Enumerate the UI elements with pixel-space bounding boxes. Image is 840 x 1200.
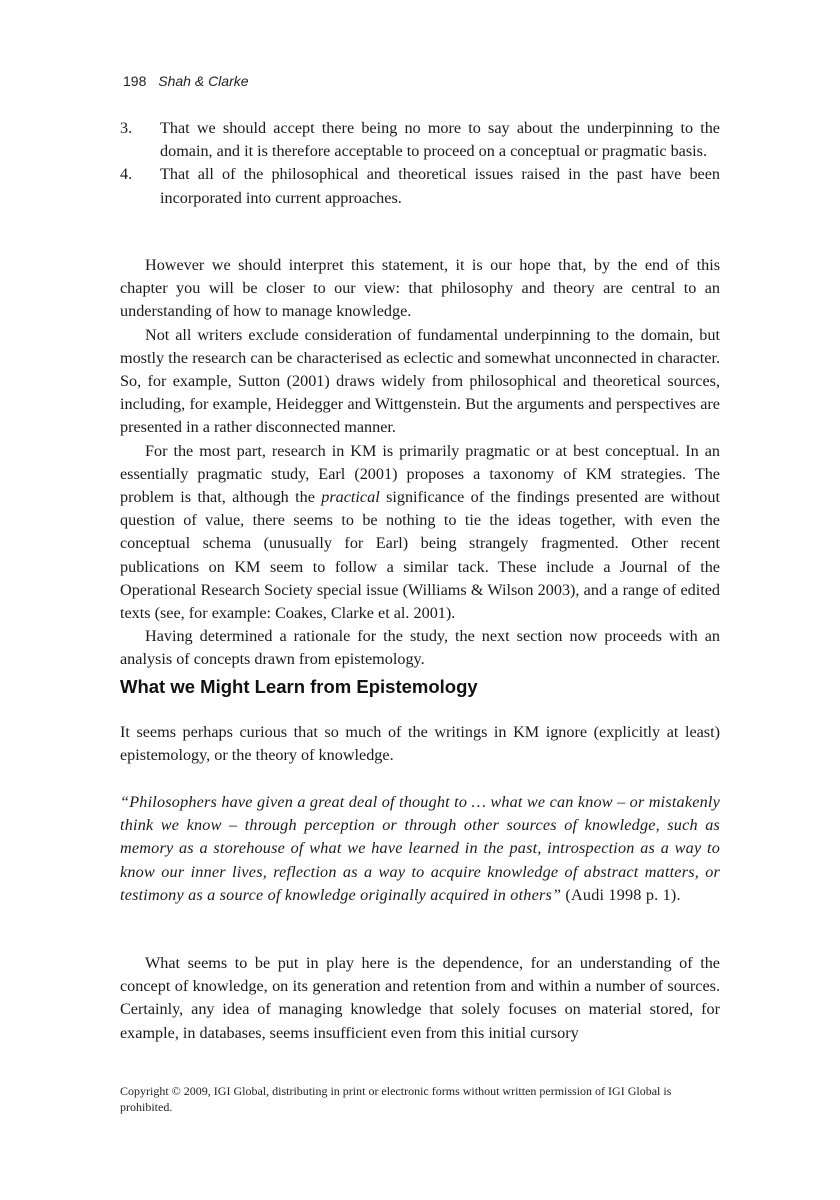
paragraph: [120, 440, 720, 626]
paragraph: What seems to be put in play here is the dependence, for an understanding of the concept of knowledge, on its generation and retention from and within a number of sources. Certainly, any idea of managing knowledge that solely focuses on material stored, for example, in databases, seems insufficient even from this initial cursory: [120, 954, 720, 1042]
list-text: That all of the philosophical and theoretical issues raised in the past have been incorporated into current approaches.: [160, 165, 720, 207]
paragraph: Having determined a rationale for the study, the next section now proceeds with an analysis of concepts drawn from epistemology.: [120, 627, 720, 669]
list-text: That we should accept there being no more to say about the underpinning to the domain, and it is therefore acceptable to proceed on a conceptual or pragmatic basis.: [160, 119, 720, 161]
emphasis-practical: practical: [321, 488, 380, 507]
list-item: [120, 117, 720, 163]
paragraph: However we should interpret this statement, it is our hope that, by the end of this chapter you will be closer to our view: that philosophy and theory are central to an understanding of how to manage knowledge.: [120, 256, 720, 321]
running-head-authors: Shah & Clarke: [158, 73, 249, 89]
body-text-continued: [120, 952, 720, 1045]
list-number: 3.: [120, 119, 133, 137]
copyright-footer: Copyright © 2009, IGI Global, distributing in print or electronic forms without written permission of IGI Global is prohibited.: [120, 1084, 672, 1114]
block-quote: [120, 791, 720, 907]
list-item: [120, 163, 720, 209]
quote-citation: (Audi 1998 p. 1).: [561, 885, 681, 904]
quote-text: “Philosophers have given a great deal of thought to … what we can know – or mistakenly think we know – through perception or through other sources of knowledge, such as memory as a storehouse of what we have learned in the past, introspection as a way to know our inner lives, reflection as a way to acquire knowledge of abstract matters, or testimony as a source of knowledge originally acquired in others”: [120, 793, 720, 904]
section-heading: What we Might Learn from Epistemology: [120, 676, 478, 697]
section-intro: [120, 721, 720, 767]
page-number: 198: [123, 73, 147, 89]
body-text: [120, 254, 720, 672]
paragraph: It seems perhaps curious that so much of the writings in KM ignore (explicitly at least) epistemology, or the theory of knowledge.: [120, 723, 720, 765]
paragraph: Not all writers exclude consideration of fundamental underpinning to the domain, but mostly the research can be characterised as eclectic and somewhat unconnected in character. So, for example, Sutton (2001) draws widely from philosophical and theoretical sources, including, for example, Heidegger and Wittgenstein. But the arguments and perspectives are presented in a rather disconnected manner.: [120, 325, 720, 437]
running-head: [123, 73, 249, 89]
paragraph-text: For the most part, research in KM is primarily pragmatic or at best conceptual. In an essentially pragmatic study, Earl (2001) proposes a taxonomy of KM strategies. The problem is that, although the: [120, 441, 720, 507]
list-number: 4.: [120, 165, 133, 184]
paragraph-text: significance of the findings presented are without question of value, there seems to be nothing to tie the ideas together, with even the conceptual schema (unusually for Earl) being strangely fragmented. Other recent publications on KM seem to follow a similar tack. These include a Journal of the Operational Research Society special issue (Williams & Wilson 2003), and a range of edited texts (see, for example: Coakes, Clarke et al. 2001).: [120, 488, 720, 623]
numbered-list: [120, 117, 720, 210]
